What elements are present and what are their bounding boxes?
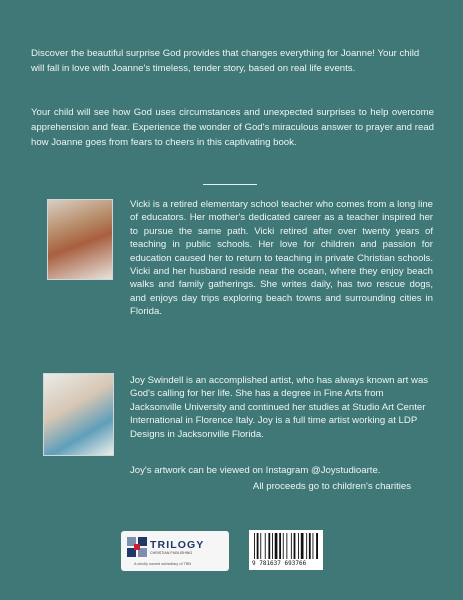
author-bio: Vicki is a retired elementary school teacher who comes from a long line of educators. Her mother's dedicated career as a teacher inspired her to pursue the same path. Vicki retired after over twenty years of teaching in public schools. Her love for children and passion for education caused her to return to teaching in private Christian schools. Vicki and her husband reside near the ocean, where they enjoy beach walks and family gatherings. She writes daily, has two rescue dogs, and enjoys day trips exploring beach towns and surrounding cities in Florida. xyxy=(130,199,433,318)
isbn-barcode xyxy=(249,530,323,570)
publisher-logo xyxy=(121,531,229,571)
author-photo xyxy=(47,199,113,280)
barcode-number: 9 781637 693766 xyxy=(252,560,307,567)
publisher-footer: A wholly owned subsidiary of TBN xyxy=(134,562,192,566)
publisher-name: TRILOGY xyxy=(150,539,205,551)
intro-paragraph-1: Discover the beautiful surprise God provides that changes everything for Joanne! Your child will fall in love with Joanne's timeless, tender story, based on real life events. xyxy=(31,48,420,74)
intro-paragraph-2: Your child will see how God uses circumstances and unexpected surprises to help overcome apprehension and fear. Experience the wonder of God's miraculous answer to prayer and read how Joanne goes from fears to cheers in this captivating book. xyxy=(31,107,434,148)
instagram-note: Joy's artwork can be viewed on Instagram @Joystudioarte. xyxy=(130,465,381,476)
proceeds-note: All proceeds go to children's charities xyxy=(252,481,411,492)
illustrator-bio: Joy Swindell is an accomplished artist, who has always known art was God's calling for her life. She has a degree in Fine Arts from Jacksonville University and continued her studies at Studio Art Center International in Florence Italy. Joy is a full time artist working at LDP Designs in Jacksonville Florida. xyxy=(130,375,429,440)
section-divider xyxy=(203,184,257,185)
illustrator-photo xyxy=(43,373,114,456)
barcode-icon xyxy=(254,533,318,559)
publisher-tagline: CHRISTIAN PUBLISHING xyxy=(150,551,193,555)
trilogy-cross-icon xyxy=(127,537,147,557)
